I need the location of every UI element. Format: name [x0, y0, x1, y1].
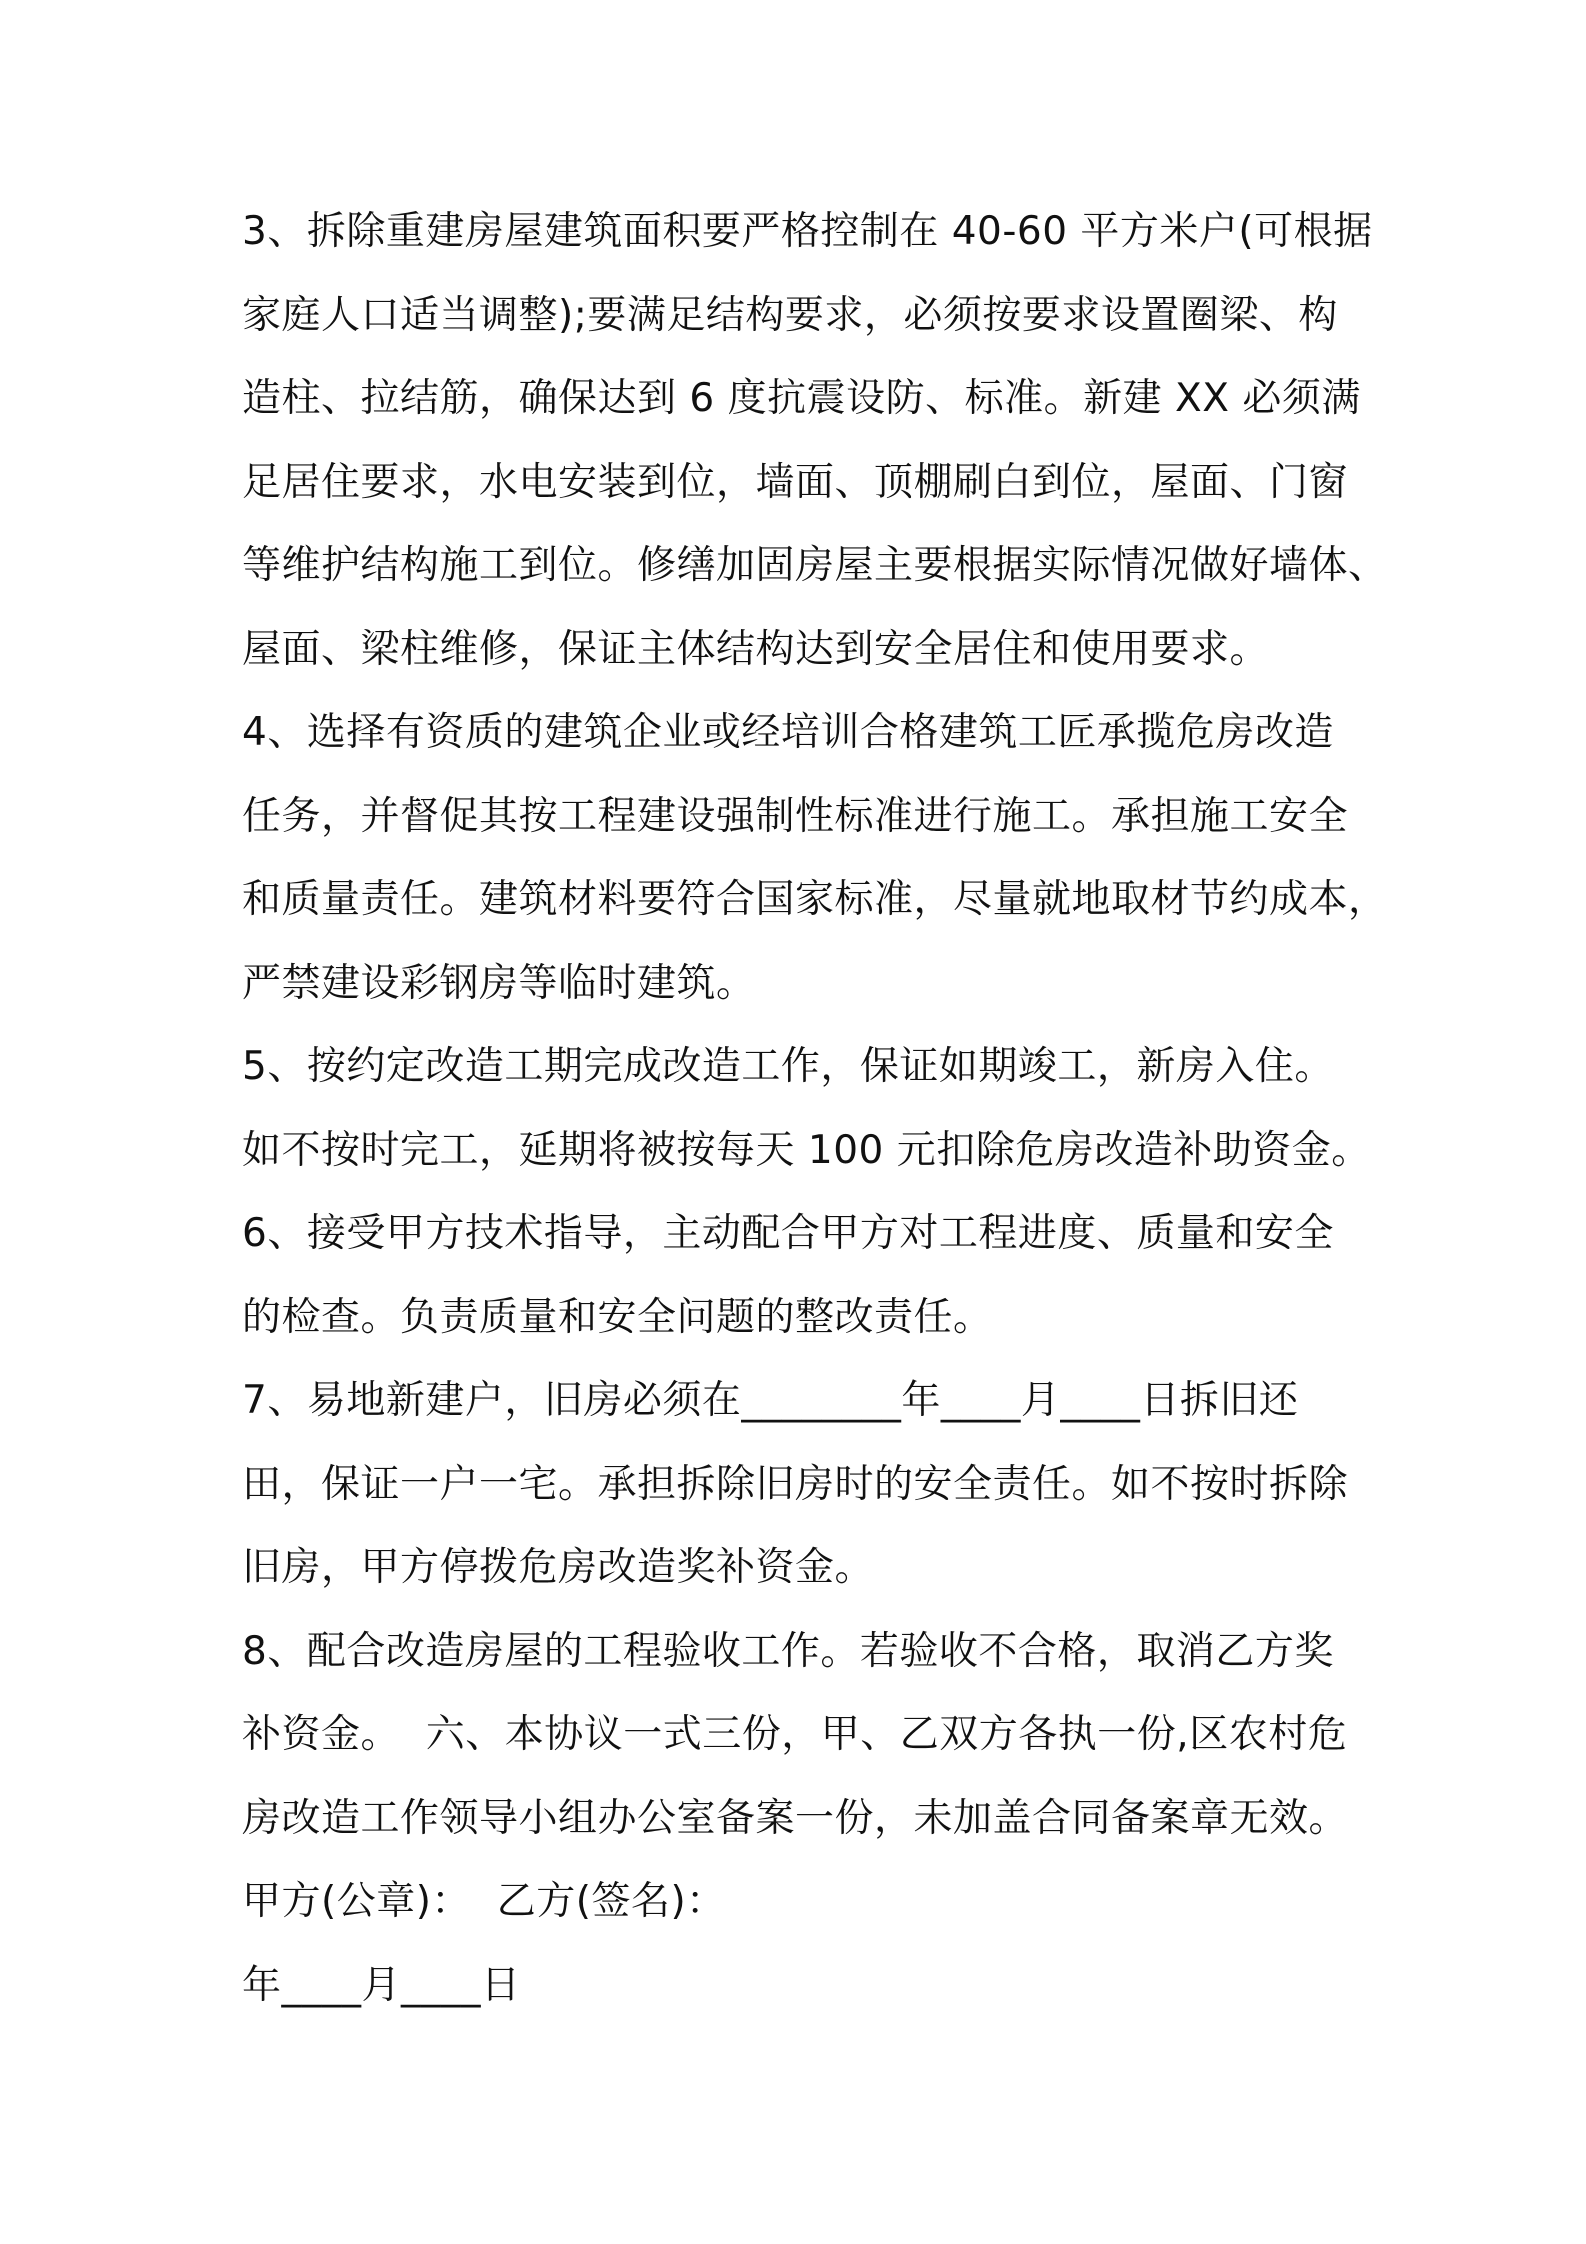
text-line: 4、选择有资质的建筑企业或经培训合格建筑工匠承揽危房改造	[242, 710, 1334, 755]
text-line: 足居住要求，水电安装到位，墙面、顶棚刷白到位，屋面、门窗	[242, 459, 1349, 505]
text-line: 5、按约定改造工期完成改造工作，保证如期竣工，新房入住。	[242, 1044, 1334, 1089]
text-line: 房改造工作领导小组办公室备案一份，未加盖合同备案章无效。	[242, 1795, 1349, 1841]
text-line: 旧房，甲方停拨危房改造奖补资金。	[242, 1545, 875, 1590]
text-line: 屋面、梁柱维修，保证主体结构达到安全居住和使用要求。	[242, 626, 1270, 672]
text-line: 严禁建设彩钢房等临时建筑。	[242, 960, 756, 1006]
date-line: 年____月____日	[242, 1962, 521, 2008]
text-line: 补资金。 六、本协议一式三份，甲、乙双方各执一份,区农村危	[242, 1712, 1348, 1757]
text-line: 和质量责任。建筑材料要符合国家标准，尽量就地取材节约成本，	[242, 877, 1388, 922]
signature-line: 甲方(公章)： 乙方(签名)：	[242, 1879, 726, 1924]
text-line: 如不按时完工，延期将被按每天 100 元扣除危房改造补助资金。	[242, 1127, 1371, 1173]
text-line: 3、拆除重建房屋建筑面积要严格控制在 40-60 平方米户(可根据	[242, 209, 1373, 254]
text-line: 6、接受甲方技术指导，主动配合甲方对工程进度、质量和安全	[242, 1211, 1334, 1256]
text-line: 8、配合改造房屋的工程验收工作。若验收不合格，取消乙方奖	[242, 1628, 1334, 1674]
text-line: 的检查。负责质量和安全问题的整改责任。	[242, 1294, 993, 1340]
text-line: 任务，并督促其按工程建设强制性标准进行施工。承担施工安全	[242, 793, 1349, 839]
document-body	[242, 190, 1392, 2027]
text-line: 家庭人口适当调整);要满足结构要求，必须按要求设置圈梁、构	[242, 292, 1338, 338]
text-line: 等维护结构施工到位。修缮加固房屋主要根据实际情况做好墙体、	[242, 543, 1388, 588]
text-line: 造柱、拉结筋，确保达到 6 度抗震设防、标准。新建 XX 必须满	[242, 376, 1361, 421]
text-line: 田，保证一户一宅。承担拆除旧房时的安全责任。如不按时拆除	[242, 1461, 1349, 1507]
text-line: 7、易地新建户，旧房必须在________年____月____日拆旧还	[242, 1378, 1299, 1423]
